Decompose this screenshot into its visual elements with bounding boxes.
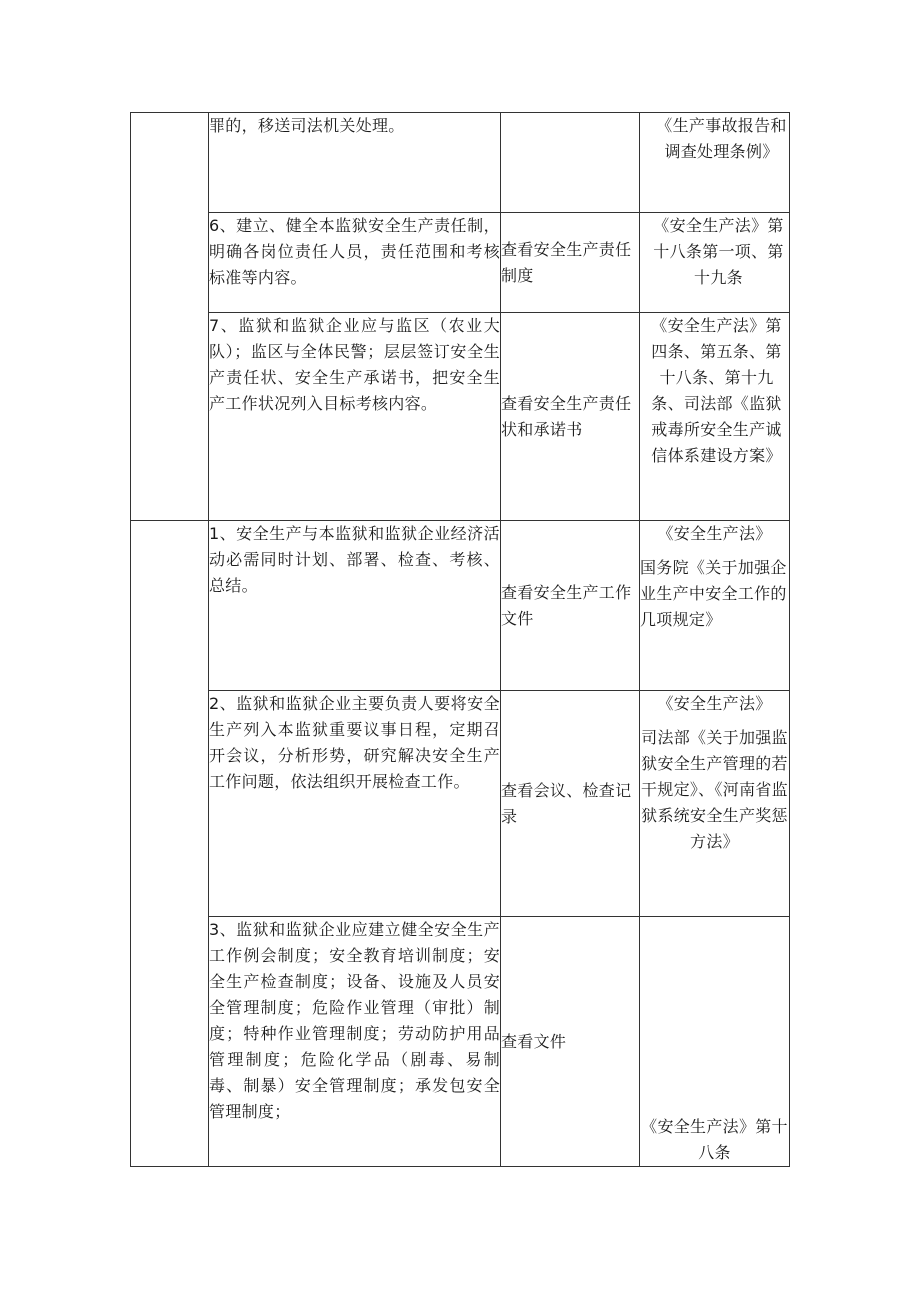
requirement-cell: 罪的，移送司法机关处理。: [209, 113, 501, 213]
category-cell: [131, 521, 209, 1167]
basis-gap: [640, 717, 789, 725]
requirement-cell: 3、监狱和监狱企业应建立健全安全生产工作例会制度；安全教育培训制度；安全生产检查制度；设备、设施及人员安全管理制度；危险作业管理（审批）制度；特种作业管理制度；劳动防护用品管理制度；危险化学品（剧毒、易制毒、制暴）安全管理制度；承发包安全管理制度；: [209, 917, 501, 1167]
basis-cell: [640, 313, 790, 521]
requirement-cell: 6、建立、健全本监狱安全生产责任制，明确各岗位责任人员，责任范围和考核标准等内容。: [209, 213, 501, 313]
basis-text: 《安全生产法》: [657, 694, 772, 713]
basis-cell: [640, 691, 790, 917]
basis-cell: [640, 213, 790, 313]
basis-text: 《安全生产法》: [657, 524, 772, 543]
basis-text: 司法部《关于加强监狱安全生产管理的若干规定》、《河南省监狱系统安全生产奖惩方法》: [640, 728, 788, 851]
method-cell: [501, 113, 640, 213]
table-row: [131, 313, 790, 521]
method-cell: 查看文件: [501, 917, 640, 1167]
table-row: [131, 691, 790, 917]
basis-cell: [640, 917, 790, 1167]
basis-text: 《安全生产法》第十八条第一项、第十九条: [653, 216, 784, 287]
category-cell: [131, 113, 209, 521]
basis-gap: [640, 547, 789, 555]
method-cell: 查看安全生产责任状和承诺书: [501, 313, 640, 521]
table-row: [131, 113, 790, 213]
basis-text: 国务院《关于加强企业生产中安全工作的几项规定》: [640, 558, 787, 629]
basis-cell: [640, 521, 790, 691]
table-row: [131, 213, 790, 313]
table-row: [131, 521, 790, 691]
table-row: [131, 917, 790, 1167]
basis-text: 《生产事故报告和调查处理条例》: [656, 116, 787, 161]
basis-text: 《安全生产法》第十八条: [641, 1117, 788, 1162]
basis-text: 《安全生产法》第四条、第五条、第十八条、第十九条、司法部《监狱戒毒所安全生产诚信体系建设方案》: [651, 316, 782, 465]
requirement-cell: 7、监狱和监狱企业应与监区（农业大队）；监区与全体民警；层层签订安全生产责任状、安全生产承诺书，把安全生产工作状况列入目标考核内容。: [209, 313, 501, 521]
requirement-cell: 2、监狱和监狱企业主要负责人要将安全生产列入本监狱重要议事日程，定期召开会议，分析形势，研究解决安全生产工作问题，依法组织开展检查工作。: [209, 691, 501, 917]
inspection-table: [130, 112, 790, 1167]
requirement-cell: 1、安全生产与本监狱和监狱企业经济活动必需同时计划、部署、检查、考核、总结。: [209, 521, 501, 691]
method-cell: 查看会议、检查记录: [501, 691, 640, 917]
method-cell: 查看安全生产工作文件: [501, 521, 640, 691]
basis-cell: [640, 113, 790, 213]
method-cell: 查看安全生产责任制度: [501, 213, 640, 313]
